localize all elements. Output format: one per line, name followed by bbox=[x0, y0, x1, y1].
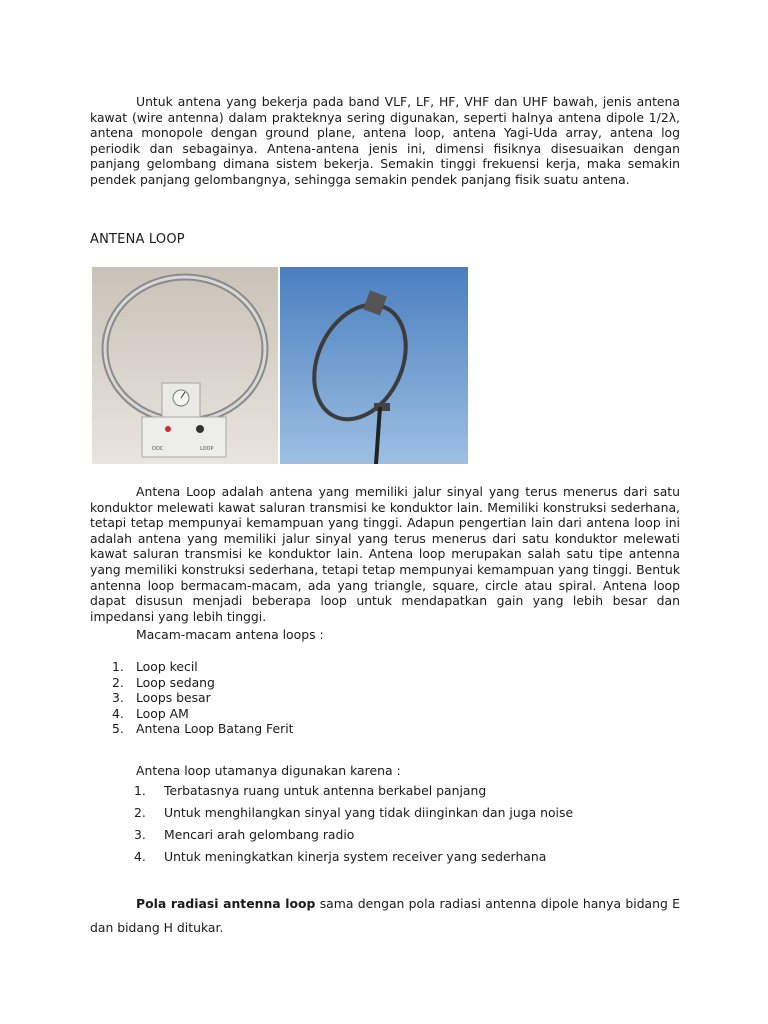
loop-antenna-sky-image bbox=[280, 267, 468, 464]
list-text: Loop AM bbox=[136, 705, 189, 721]
list-text: Loops besar bbox=[136, 690, 211, 705]
base-brand-text: DOC bbox=[152, 446, 164, 452]
list-text: Mencari arah gelombang radio bbox=[164, 827, 355, 842]
radiation-pattern-paragraph bbox=[90, 892, 680, 940]
list-text: Terbatasnya ruang untuk antenna berkabel panjang bbox=[164, 783, 487, 798]
list-number: 2. bbox=[112, 674, 124, 690]
radiation-pattern-text: sama dengan pola radiasi antenna dipole hanya bidang E dan bidang H ditukar. bbox=[90, 896, 680, 935]
list-number: 1. bbox=[134, 783, 146, 798]
list-text: Antena Loop Batang Ferit bbox=[136, 721, 294, 736]
base-label-text: LOOP bbox=[200, 446, 214, 452]
loop-antenna-desk-image bbox=[92, 267, 278, 464]
list-number: 2. bbox=[134, 805, 146, 820]
section-heading: ANTENA LOOP bbox=[90, 232, 185, 247]
list-number: 5. bbox=[112, 721, 124, 736]
list-number: 1. bbox=[112, 659, 124, 674]
loop-antenna-photo-right bbox=[280, 267, 468, 464]
reasons-intro: Antena loop utamanya digunakan karena : bbox=[136, 763, 401, 778]
list-number: 3. bbox=[134, 827, 146, 842]
list-text: Untuk menghilangkan sinyal yang tidak diinginkan dan juga noise bbox=[164, 805, 574, 820]
definition-paragraph: Antena Loop adalah antena yang memiliki jalur sinyal yang terus menerus dari satu konduktor melewati kawat saluran transmisi ke konduktor lain. Memiliki konstruksi sederhana, tetapi tetap mempunyai kemampuan yang tinggi. Adapun pengertian lain dari antena loop ini adalah antena yang memiliki jalur sinyal yang terus menerus dari satu konduktor melewati kawat saluran transmisi ke konduktor lain. Antena loop merupakan salah satu tipe antenna yang memiliki konstruksi sederhana, tetapi tetap mempunyai kemampuan yang tinggi. Bentuk antenna loop bermacam-macam, ada yang triangle, square, circle atau spiral. Antena loop dapat disusun menjadi beberapa loop untuk mendapatkan gain yang lebih besar dan impedansi yang lebih tinggi. bbox=[90, 484, 680, 624]
radiation-pattern-bold: Pola radiasi antenna loop bbox=[136, 896, 316, 911]
loop-antenna-photo-left bbox=[92, 267, 278, 464]
intro-paragraph: Untuk antena yang bekerja pada band VLF, LF, HF, VHF dan UHF bawah, jenis antena kawat (wire antenna) dalam prakteknya sering digunakan, seperti halnya antena dipole 1/2λ, antena monopole dengan ground plane, antena loop, antena Yagi-Uda array, antena log periodik dan sebagainya. Antena-antena jenis ini, dimensi fisiknya disesuaikan dengan panjang gelombang dimana sistem bekerja. Semakin tinggi frekuensi kerja, maka semakin pendek panjang gelombangnya, sehingga semakin pendek panjang fisik suatu antena. bbox=[90, 94, 680, 187]
list-number: 4. bbox=[112, 705, 124, 721]
list-text: Loop kecil bbox=[136, 659, 198, 674]
list-number: 4. bbox=[134, 849, 146, 864]
list-number: 3. bbox=[112, 690, 124, 705]
list-text: Untuk meningkatkan kinerja system receiver yang sederhana bbox=[164, 849, 547, 864]
types-intro: Macam-macam antena loops : bbox=[136, 627, 324, 642]
list-text: Loop sedang bbox=[136, 674, 215, 690]
